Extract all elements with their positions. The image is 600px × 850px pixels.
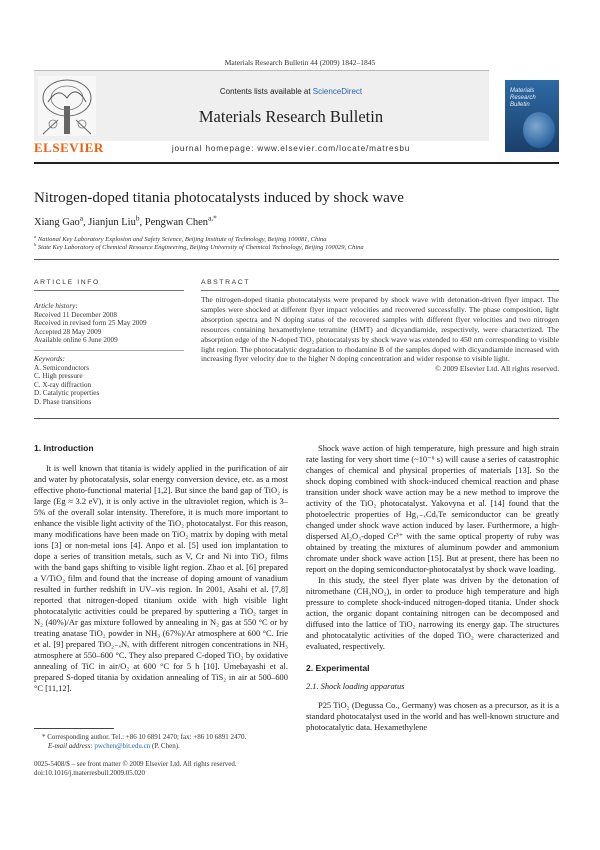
keyword: C. High pressure [34,372,83,381]
cover-title: Materials Research Bulletin [510,88,536,108]
article-info-heading: ARTICLE INFO [34,279,100,286]
email-link[interactable]: pwchen@bit.edu.cn [94,742,151,750]
abstract-text: The nitrogen-doped titania photocatalysts were prepared by shock wave with detonation-driven flyer impact. The samples were shocked at different flyer impact velocities and recovered successfully. The phase composition, light absorption spectra and N doping status of the recovered samples with different flyer velocities and two nitrogen resources containing hexamethylene tetramine (HMT) and dicyandiamide, respectively, were characterized. The absorption edge of the N-doped TiO₂ photocatalysts by shock wave was extended to 450 nm corresponding to visible light region. The photocatalytic degradation to rhodamine B of the samples doped with dicyandiamide increased with increasing flyer velocity due to the higher N doping concentration and wider response to visible light. [201,295,559,364]
abstract-heading: ABSTRACT [201,279,251,286]
copyright: © 2009 Elsevier Ltd. All rights reserved. [435,364,559,374]
keyword: A. Semiconductors [34,363,90,372]
title-rule [34,259,559,260]
author-list: Xiang Gao$^a$, Jianjun Liu$^b$, Pengwan Chen$^{a,*}$ [34,213,217,228]
affiliation-text: National Key Laboratory Explosion and Safety Science, Beijing Institute of Technology, Beijing 100081, China [37,236,327,243]
footnote-text: Corresponding author. Tel.: +86 10 6891 2470; fax: +86 10 6891 2470. [47,733,247,741]
article-info-rule [34,290,184,291]
body-paragraph: Shock wave action of high temperature, high pressure and high strain rate lasting for very short time (~10⁻⁶ s) will cause a series of catastrophic changes of chemical and physical properties of materials [13]. So the shock doping combined with shock-induced chemical reaction and phase transition under shock wave action may be a new method to improve the activity of the TiO₂ photocatalyst. Yakovyna et al. [14] found that the photoelectric properties of Hg₁₋ₓCdₓTe semiconductor can be greatly changed under shock wave action induced by laser. Furthermore, a high-dispersed Al₂O₃-doped Cr³⁺ with the same optical property of ruby was obtained by treating the mixtures of aluminum powder and ammonium chromate under shock wave action [15]. But at present, there has been no report on the doping semiconductor-photocatalyst by shock wave loading. [306,443,559,574]
author-mark: b [135,213,140,223]
body-paragraph: In this study, the steel flyer plate was driven by the detonation of nitromethane (CH₃NO₂), in order to produce high temperature and high pressure to complete shock-induced nitrogen-doped titania. Under shock action, the organic dopant containing nitrogen can be decomposed and diffused into the lattice of TiO₂ narrowing its energy gap. The structures and photocatalytic activities of the doped TiO₂ were characterized and evaluated, respectively. [306,575,559,651]
email-suffix: (P. Chen). [151,742,180,750]
issn-line: 0025-5408/$ – see front matter © 2009 Elsevier Ltd. All rights reserved. [34,760,237,768]
info-divider [34,350,184,351]
author-name: Xiang Gao [34,217,80,228]
author-mark: a,* [208,213,217,223]
history-entry: Received 11 December 2008 [34,310,117,319]
left-column [34,443,288,694]
history-entry: Available online 6 June 2009 [34,336,118,345]
subsection-heading: 2.1. Shock loading apparatus [306,682,405,691]
footnote-rule [34,728,114,729]
history-entry: Received in revised form 25 May 2009 [34,319,147,328]
author-name: Jianjun Liu [88,217,136,228]
abstract-body [201,295,559,374]
section-heading: 2. Experimental [306,663,370,673]
email-label: E-mail address: [48,742,93,750]
article-title: Nitrogen-doped titania photocatalysts induced by shock wave [34,190,404,206]
keyword: D. Phase transitions [34,397,92,406]
section-heading: 1. Introduction [34,443,94,453]
keyword: D. Catalytic properties [34,389,100,398]
affiliation-mark: a [34,233,37,239]
affiliation [34,241,364,251]
publisher-logo-text: ELSEVIER [34,140,104,155]
running-head: Materials Research Bulletin 44 (2009) 1842–1845 [224,58,376,67]
author-name: Pengwan Chen [144,217,209,228]
keyword: C. X-ray diffraction [34,380,92,389]
history-label: Article history: [34,302,78,310]
article-info [34,302,184,407]
elsevier-tree-logo-icon [38,76,96,136]
contents-prefix: Contents lists available at [219,87,313,96]
body-paragraph: It is well known that titania is widely applied in the purification of air and water by photocatalysis, solar energy conversion device, etc. as a most effective photo-functional material [1,2]. But since the band gap of TiO₂ is large (Eg ≈ 3.2 eV), it is only active in the ultraviolet region, which is 3–5% of the overall solar intensity. Therefore, it is much more important to enhance the visible light activity of the TiO₂ photocatalyst. For this reason, many modifications have been made on TiO₂ matrix by doping with metal ions [3] or non-metal ions [4]. Anpo et al. [5] used ion implantation to dope a series of transition metals, such as V, Cr and Ni into TiO₂ films with the band gaps shifting to visible light region. Zhao et al. [6] prepared a V/TiO₂ film and found that the increase of doping amount of vanadium resulted in further redshift in UV–vis region. In 2001, Asahi et al. [7,8] reported that nitrogen-doped titanium oxide with high visible light photocatalytic activities could be prepared by sputtering a TiO₂ target in N₂ (40%)/Ar gas mixture followed by annealing in N₂ gas at 550 °C or by treating anatase TiO₂ powder in NH₃ (67%)/Ar atmosphere at 600 °C. Irie et al. [9] prepared TiO₂₋ₓNₓ with different nitrogen concentrations in NH₃ atmosphere at 550–600 °C. They also prepared C-doped TiO₂ by oxidative annealing of TiC in air/O₂ at 600 °C for 5 h [10]. Umebayashi et al. prepared S-doped titania by oxidation annealing of TiS₂ in air at 500–600 °C [11,12]. [34,463,288,693]
abstract-rule-bottom [34,418,559,419]
affiliation-text: State Key Laboratory of Chemical Resource Engineering, Beijing University of Chemical Technology, Beijing 100029, China [37,244,364,251]
cover-graphic [523,112,555,148]
affiliation-mark: b [34,241,37,247]
journal-name: Materials Research Bulletin [198,107,384,126]
doi-line[interactable]: doi:10.1016/j.materresbull.2009.05.020 [34,769,146,777]
keywords-label: Keywords: [34,354,65,363]
footnote-corresponding [42,733,246,741]
footnote-email [48,742,180,750]
body-paragraph: P25 TiO₂ (Degussa Co., Germany) was chosen as a precursor, as it is a standard photocatalyst used in the world and has well-known structure and photocatalytic data. Hexamethylene [306,700,559,732]
journal-homepage[interactable]: journal homepage: www.elsevier.com/locate/matresbu [171,143,411,153]
header-rule [34,162,559,164]
history-entry: Accepted 28 May 2009 [34,327,102,336]
footnote-mark: * [42,733,46,741]
abstract-rule [201,290,559,291]
journal-cover-image [505,80,559,152]
author-mark: a [79,213,84,223]
journal-header-band [34,70,489,141]
affiliation [34,233,327,243]
right-column [306,443,559,733]
sciencedirect-link[interactable]: ScienceDirect [312,87,363,96]
contents-line [100,87,482,96]
